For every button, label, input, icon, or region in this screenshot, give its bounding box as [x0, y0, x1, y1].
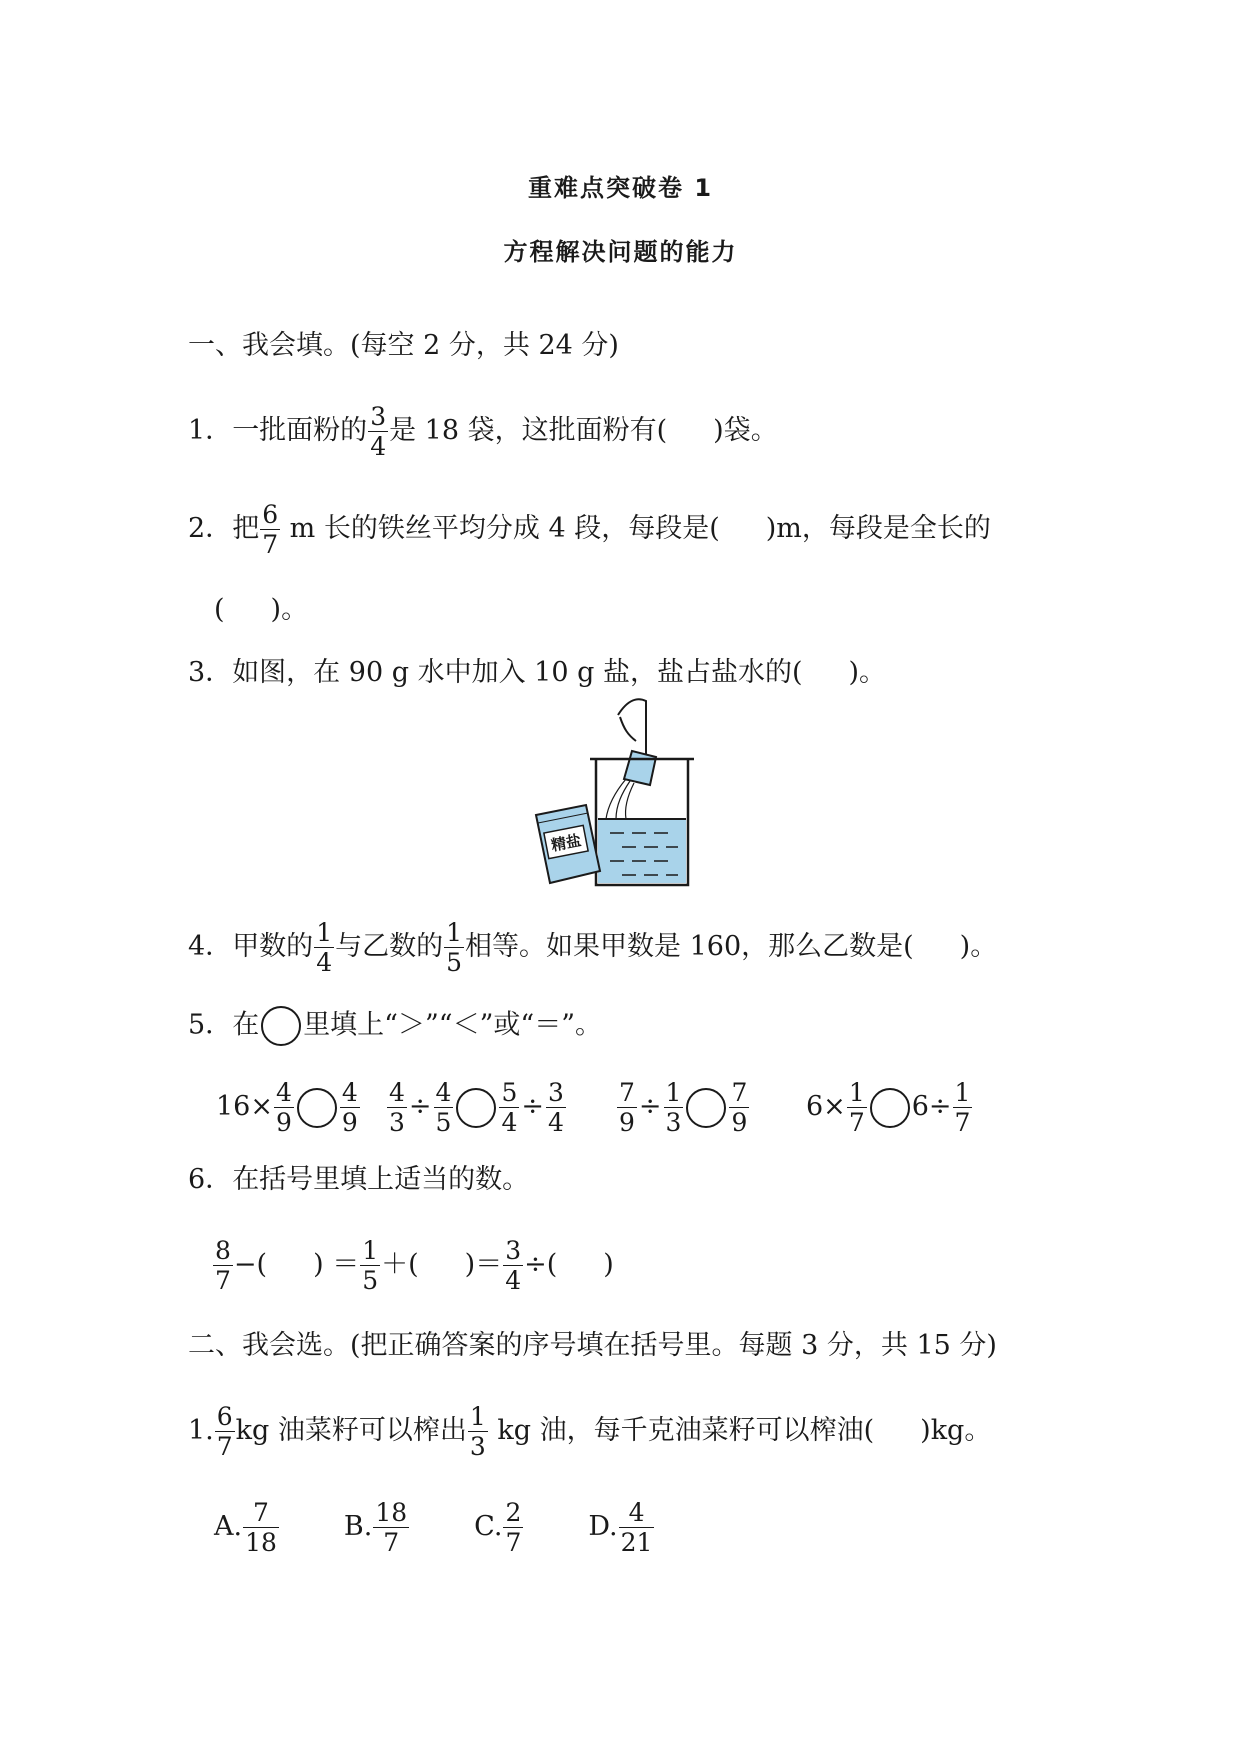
option-a[interactable]: A. $\frac{7}{18}$ — [214, 1498, 277, 1557]
question-5: 5．在 里填上“＞”“＜”或“＝”。 — [188, 1006, 602, 1046]
salt-bag-label: 精盐 — [549, 831, 583, 855]
circle-blank-icon — [261, 1006, 301, 1046]
option-d[interactable]: D. $\frac{4}{21}$ — [588, 1498, 653, 1557]
scoop-icon — [624, 751, 656, 785]
fraction: $\frac{1}{4}$ — [316, 918, 333, 977]
option-c[interactable]: C. $\frac{2}{7}$ — [474, 1498, 522, 1557]
compare-item-2: $\frac{4}{3}$ ÷ $\frac{4}{5}$ $\frac{5}{4}$ ÷ $\frac{3}{4}$ — [389, 1078, 564, 1137]
page-subtitle: 方程解决问题的能力 — [503, 238, 738, 266]
choice-question-1: 1. $\frac{6}{7}$ kg 油菜籽可以榨出 $\frac{1}{3}$ kg 油，每千克油菜籽可以榨油( )kg。 — [188, 1402, 992, 1461]
fraction: $\frac{3}{4}$ — [370, 402, 387, 461]
compare-circle[interactable] — [456, 1088, 496, 1128]
question-6-equation: $\frac{8}{7}$ −( ) ＝ $\frac{1}{5}$ ＋( )＝ $\frac{3}{4}$ ÷( ) — [215, 1236, 614, 1295]
compare-item-1: 16× $\frac{4}{9}$ $\frac{4}{9}$ — [216, 1078, 358, 1137]
question-2: 2．把 $\frac{6}{7}$ m 长的铁丝平均分成 4 段，每段是( )m，每段是全长的 — [188, 500, 991, 559]
fraction: $\frac{6}{7}$ — [262, 500, 279, 559]
hand-icon — [618, 699, 646, 755]
fraction: $\frac{1}{5}$ — [446, 918, 462, 977]
compare-circle[interactable] — [870, 1088, 910, 1128]
option-b[interactable]: B. $\frac{18}{7}$ — [343, 1498, 408, 1557]
compare-circle[interactable] — [686, 1088, 726, 1128]
question-4: 4．甲数的 $\frac{1}{4}$ 与乙数的 $\frac{1}{5}$ 相等。如果甲数是 160，那么乙数是( )。 — [188, 918, 998, 977]
page-title: 重难点突破卷 1 — [527, 174, 714, 202]
question-2-line2: ( )。 — [214, 594, 309, 625]
salt-water-illustration — [528, 695, 708, 890]
compare-circle[interactable] — [297, 1088, 337, 1128]
compare-item-3: $\frac{7}{9}$ ÷ $\frac{1}{3}$ $\frac{7}{9}$ — [619, 1078, 748, 1137]
question-3: 3．如图，在 90 g 水中加入 10 g 盐，盐占盐水的( )。 — [188, 657, 887, 688]
section1-heading: 一、我会填。(每空 2 分，共 24 分) — [188, 330, 619, 361]
choice-options — [214, 1500, 719, 1555]
section2-heading: 二、我会选。(把正确答案的序号填在括号里。每题 3 分，共 15 分) — [188, 1330, 997, 1361]
compare-item-4: 6× $\frac{1}{7}$ 6÷ $\frac{1}{7}$ — [806, 1078, 971, 1137]
question-1: 1．一批面粉的 $\frac{3}{4}$ 是 18 袋，这批面粉有( )袋。 — [188, 402, 778, 461]
question-6: 6．在括号里填上适当的数。 — [188, 1164, 530, 1195]
